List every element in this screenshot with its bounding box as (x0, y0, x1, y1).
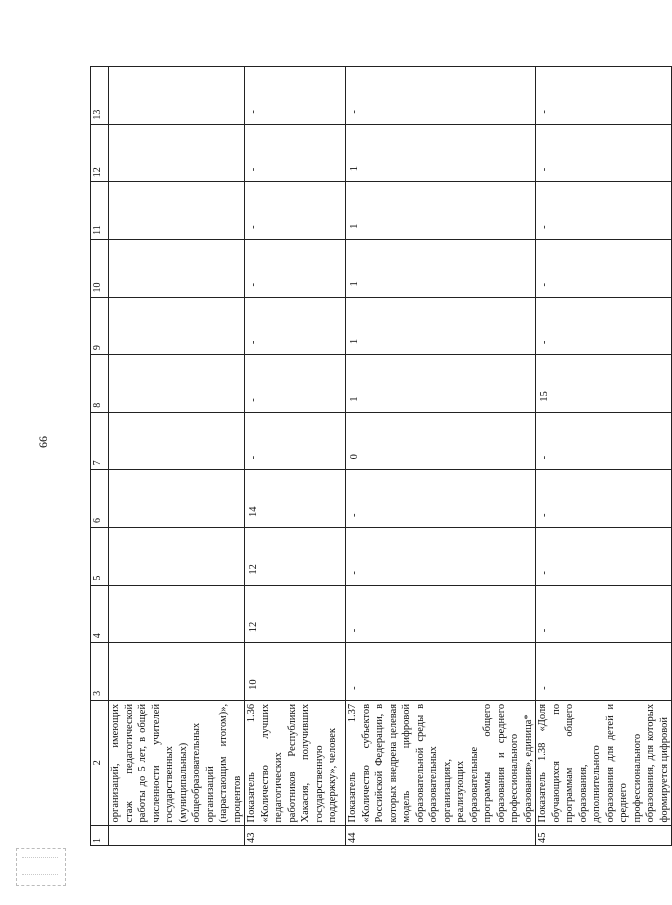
value-cell (109, 528, 245, 586)
col-header-6: 6 (91, 470, 109, 528)
value-cell: 1 (346, 297, 536, 355)
value-cell: - (536, 239, 672, 297)
value-cell (109, 412, 245, 470)
value-cell (109, 239, 245, 297)
value-cell: - (536, 470, 672, 528)
value-cell: - (346, 67, 536, 125)
value-cell: - (245, 412, 346, 470)
table-row (346, 67, 536, 846)
value-cell: - (245, 182, 346, 240)
col-header-8: 8 (91, 355, 109, 413)
value-cell: 1 (346, 355, 536, 413)
value-cell: - (536, 124, 672, 182)
rotated-table-wrapper (90, 66, 670, 846)
value-cell: 12 (245, 585, 346, 643)
value-cell: 0 (346, 412, 536, 470)
value-cell: - (245, 297, 346, 355)
value-cell (109, 297, 245, 355)
col-header-3: 3 (91, 643, 109, 701)
value-cell (109, 470, 245, 528)
value-cell: 10 (245, 643, 346, 701)
value-cell: - (536, 182, 672, 240)
col-header-13: 13 (91, 67, 109, 125)
col-header-2: 2 (91, 700, 109, 826)
col-header-5: 5 (91, 528, 109, 586)
value-cell (109, 585, 245, 643)
row-number: 43 (245, 826, 346, 846)
table-row (245, 67, 346, 846)
value-cell (109, 355, 245, 413)
value-cell: - (245, 239, 346, 297)
value-cell: - (346, 643, 536, 701)
indicator-table (90, 66, 672, 846)
value-cell: 12 (245, 528, 346, 586)
col-header-10: 10 (91, 239, 109, 297)
value-cell (109, 182, 245, 240)
value-cell: - (245, 67, 346, 125)
col-header-9: 9 (91, 297, 109, 355)
col-header-12: 12 (91, 124, 109, 182)
value-cell: - (536, 528, 672, 586)
value-cell: - (245, 124, 346, 182)
indicator-text: Показатель 1.38 «Доля обучающихся по программам общего образования, дополнительного образования для детей и среднего профессионального образования, для которых формируется цифровой (536, 700, 672, 826)
row-number: 45 (536, 826, 672, 846)
value-cell: - (536, 297, 672, 355)
value-cell: 15 (536, 355, 672, 413)
value-cell: - (346, 585, 536, 643)
value-cell (109, 643, 245, 701)
value-cell: - (346, 470, 536, 528)
col-header-7: 7 (91, 412, 109, 470)
col-header-4: 4 (91, 585, 109, 643)
table-row (109, 67, 245, 846)
row-number (109, 826, 245, 846)
stamp-mark (16, 848, 66, 886)
value-cell (109, 67, 245, 125)
col-header-1: 1 (91, 826, 109, 846)
value-cell: - (536, 585, 672, 643)
value-cell: 1 (346, 182, 536, 240)
value-cell: - (536, 643, 672, 701)
value-cell: - (536, 67, 672, 125)
value-cell: - (536, 412, 672, 470)
col-header-11: 11 (91, 182, 109, 240)
value-cell: - (245, 355, 346, 413)
page-number: 66 (36, 436, 50, 448)
indicator-text: Показатель 1.36 «Количество лучших педагогических работников Республики Хакасия, получивших государственную поддержку», человек (245, 700, 346, 826)
row-number: 44 (346, 826, 536, 846)
value-cell: 1 (346, 124, 536, 182)
indicator-text: организаций, имеющих стаж педагогической работы до 5 лет, в общей численности учителей государственных (муниципальных) общеобразовательных организаций (нарастающим итогом)», процентов (109, 700, 245, 826)
value-cell: 14 (245, 470, 346, 528)
value-cell: 1 (346, 239, 536, 297)
table-row (536, 67, 672, 846)
header-row (91, 67, 109, 846)
value-cell: - (346, 528, 536, 586)
value-cell (109, 124, 245, 182)
indicator-text: Показатель 1.37 «Количество субъектов Российской Федерации, в которых внедрена целевая модель цифровой образовательной среды в образовательных организациях, реализующих образовательные программы общего образования и среднего профессионального образования», единица* (346, 700, 536, 826)
